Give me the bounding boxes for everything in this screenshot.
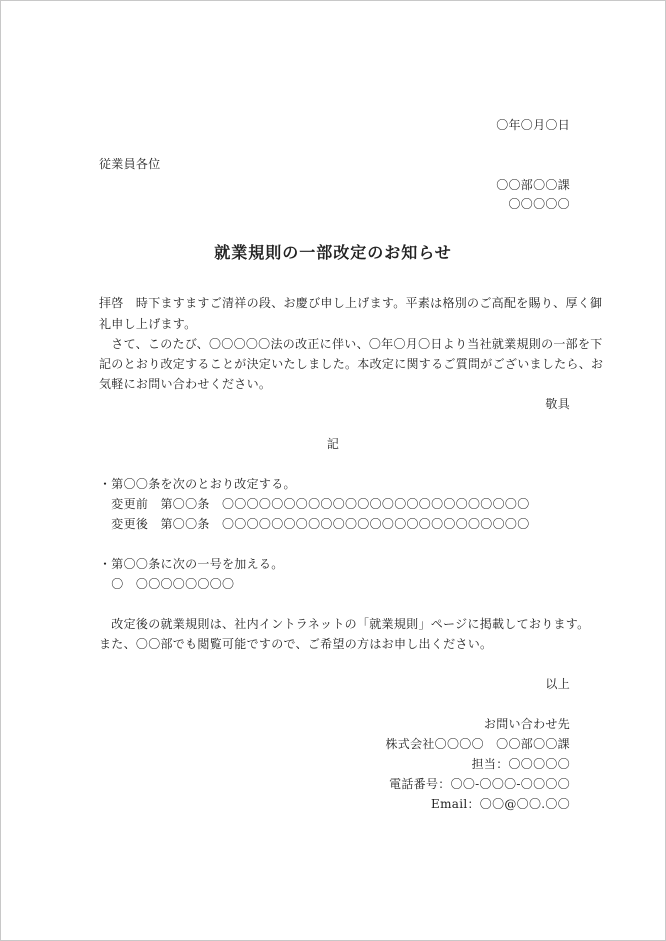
- closing-keigu: 敬具: [545, 397, 570, 411]
- document-date: 〇年〇月〇日: [496, 118, 570, 132]
- notice-line-2: また、〇〇部でも閲覧可能ですので、ご希望の方はお申し出ください。: [99, 637, 493, 651]
- body-line-2: 礼申し上げます。: [99, 317, 197, 331]
- item1-heading: ・第〇〇条を次のとおり改定する。: [99, 477, 296, 491]
- contact-phone: 電話番号：〇〇-〇〇〇-〇〇〇〇: [389, 777, 570, 791]
- ki-heading: 記: [326, 437, 340, 451]
- notice-line-1: 改定後の就業規則は、社内イントラネットの「就業規則」ページに掲載しております。: [99, 617, 590, 631]
- item2-line: 〇 〇〇〇〇〇〇〇〇: [99, 577, 235, 591]
- contact-person: 担当：〇〇〇〇〇: [471, 757, 570, 771]
- body-line-4: 記のとおり改定することが決定いたしました。本改定に関するご質問がございましたら、お: [99, 357, 604, 371]
- recipient: 従業員各位: [99, 157, 161, 171]
- sender-name: 〇〇〇〇〇: [508, 197, 570, 211]
- end-ijou: 以上: [545, 677, 570, 691]
- body-line-5: 気軽にお問い合わせください。: [99, 377, 272, 391]
- contact-company: 株式会社〇〇〇〇 〇〇部〇〇課: [385, 737, 570, 751]
- item2-heading: ・第〇〇条に次の一号を加える。: [99, 557, 284, 571]
- contact-email: Email：〇〇@〇〇.〇〇: [431, 797, 570, 811]
- sender-department: 〇〇部〇〇課: [496, 178, 570, 192]
- contact-heading: お問い合わせ先: [483, 717, 570, 731]
- document-title: 就業規則の一部改定のお知らせ: [214, 243, 452, 262]
- item1-before: 変更前 第〇〇条 〇〇〇〇〇〇〇〇〇〇〇〇〇〇〇〇〇〇〇〇〇〇〇〇〇: [99, 497, 530, 511]
- item1-after: 変更後 第〇〇条 〇〇〇〇〇〇〇〇〇〇〇〇〇〇〇〇〇〇〇〇〇〇〇〇〇: [99, 517, 530, 531]
- body-line-3: さて、このたび、〇〇〇〇〇法の改正に伴い、〇年〇月〇日より当社就業規則の一部を下: [99, 337, 603, 351]
- body-line-1: 拝啓 時下ますますご清祥の段、お慶び申し上げます。平素は格別のご高配を賜り、厚く御: [99, 296, 603, 310]
